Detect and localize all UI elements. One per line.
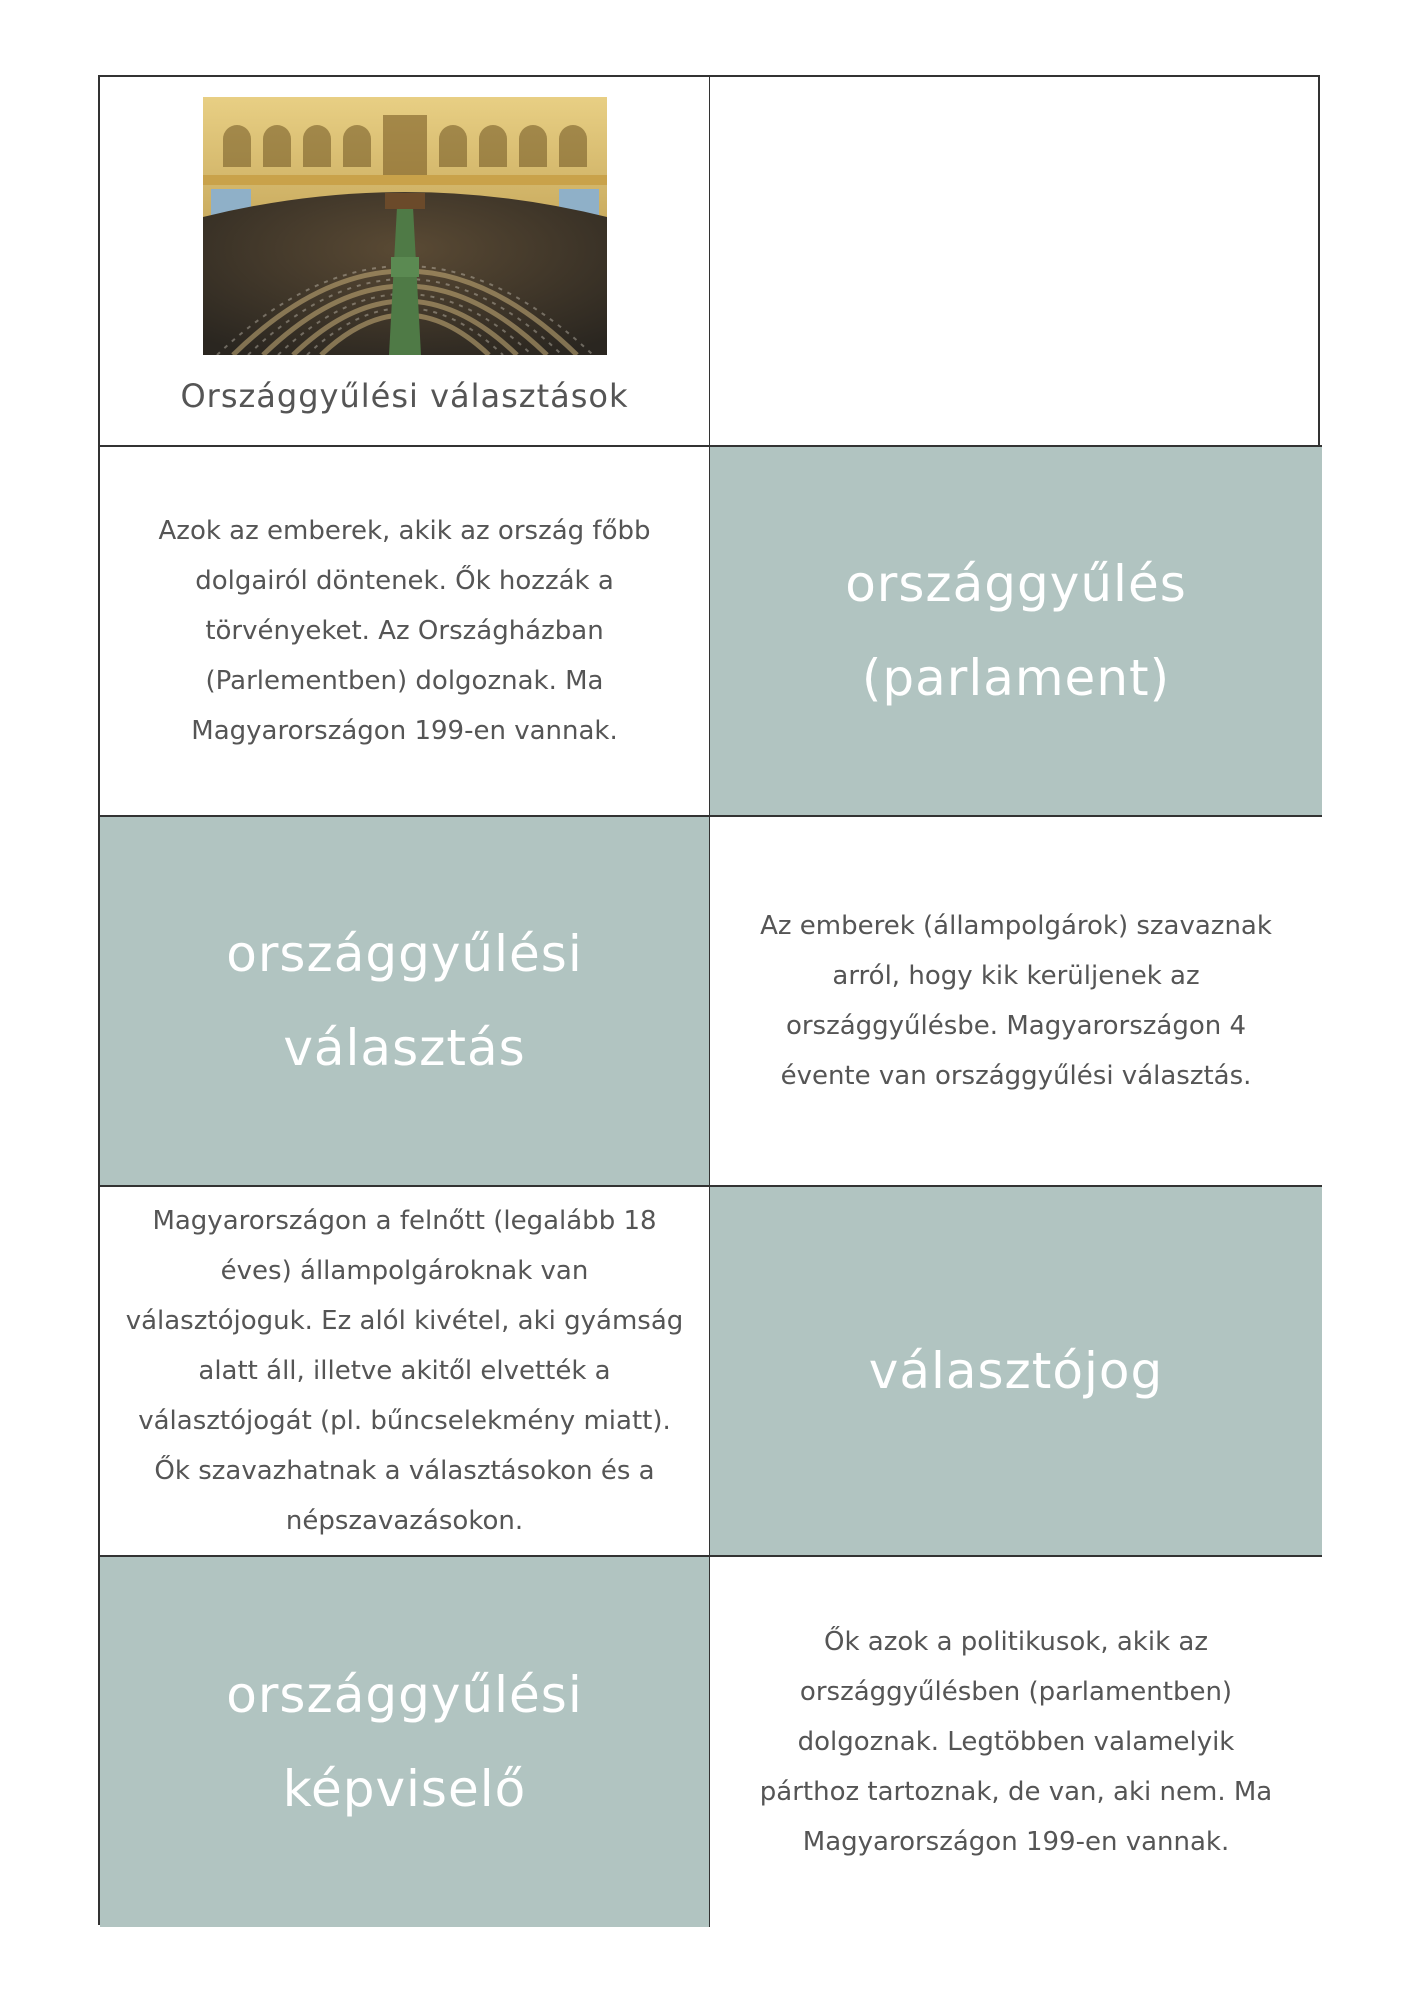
term-line: országgyűlés [845, 555, 1187, 613]
definition-line: párthoz tartoznak, de van, aki nem. Ma [759, 1777, 1273, 1807]
title-card [100, 77, 710, 447]
definition-card-election [710, 817, 1322, 1187]
term-line: országgyűlési [226, 925, 583, 983]
parliament-photo [203, 97, 607, 355]
definition-card-parliament [100, 447, 710, 817]
definition-line: Ők szavazhatnak a választásokon és a [154, 1456, 655, 1486]
term-line: választás [283, 1019, 526, 1077]
definition-line: (Parlementben) dolgoznak. Ma [205, 666, 604, 696]
definition-line: dolgoznak. Legtöbben valamelyik [797, 1727, 1235, 1757]
term-line: választójog [868, 1342, 1164, 1400]
definition-line: törvényeket. Az Országházban [205, 616, 604, 646]
definition-line: éves) állampolgároknak van [220, 1256, 589, 1286]
definition-line: országgyűlésbe. Magyarországon 4 [785, 1011, 1247, 1041]
definition-line: Magyarországon a felnőtt (legalább 18 [152, 1206, 657, 1236]
definition-line: Az emberek (állampolgárok) szavaznak [760, 911, 1272, 941]
term-line: országgyűlési [226, 1666, 583, 1724]
definition-line: választójogát (pl. bűncselekmény miatt). [138, 1406, 671, 1436]
definition-line: Magyarországon 199-en vannak. [802, 1827, 1230, 1857]
term-line: képviselő [282, 1760, 527, 1818]
definition-card-suffrage [100, 1187, 710, 1557]
term-card-representative [100, 1557, 710, 1927]
term-card-suffrage [710, 1187, 1322, 1557]
definition-line: évente van országgyűlési választás. [780, 1061, 1252, 1091]
term-card-parliament [710, 447, 1322, 817]
header-caption: Országgyűlési választások [180, 377, 629, 415]
definition-line: Azok az emberek, akik az ország főbb [158, 516, 651, 546]
definition-line: alatt áll, illetve akitől elvették a [198, 1356, 611, 1386]
definition-line: népszavazásokon. [285, 1506, 524, 1536]
empty-card [710, 77, 1322, 447]
card-grid [98, 75, 1320, 1925]
definition-line: Magyarországon 199-en vannak. [191, 716, 618, 746]
definition-line: országgyűlésben (parlamentben) [799, 1677, 1233, 1707]
definition-line: dolgairól döntenek. Ők hozzák a [195, 566, 614, 596]
definition-line: arról, hogy kik kerüljenek az [832, 961, 1200, 991]
term-line: (parlament) [861, 649, 1171, 707]
definition-line: választójoguk. Ez alól kivétel, aki gyámság [125, 1306, 684, 1336]
term-card-election [100, 817, 710, 1187]
definition-line: Ők azok a politikusok, akik az [824, 1627, 1208, 1657]
definition-card-representative [710, 1557, 1322, 1927]
